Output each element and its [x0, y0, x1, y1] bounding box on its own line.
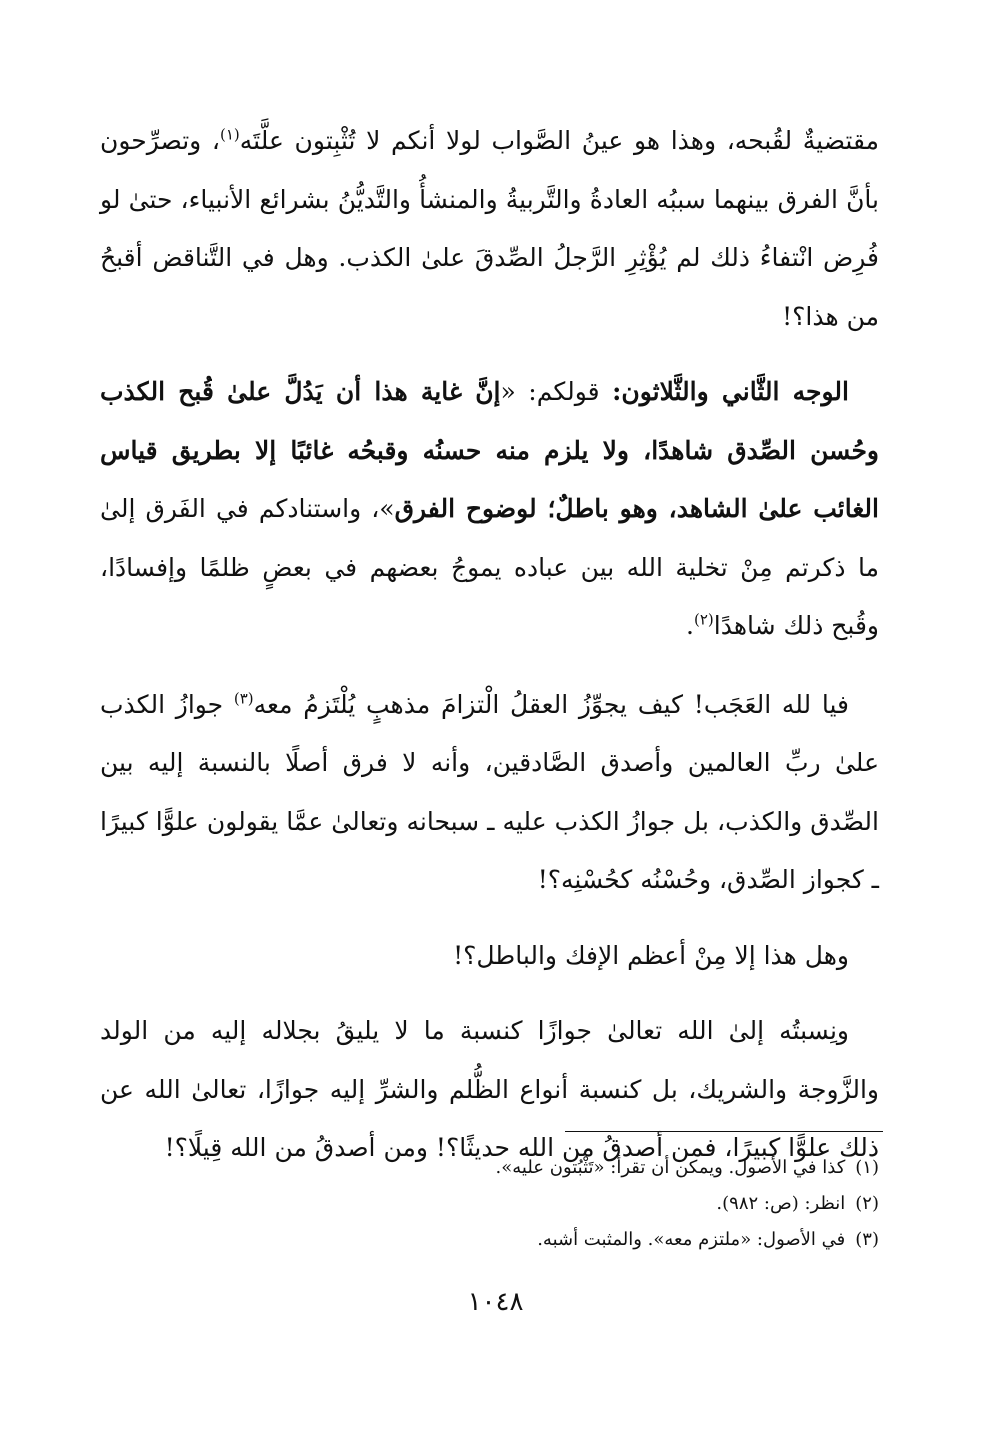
- text-run: .: [686, 611, 694, 640]
- footnote-text: في الأصول: «ملتزم معه». والمثبت أشبه.: [537, 1229, 846, 1250]
- footnote-ref-3[interactable]: (٣): [233, 689, 254, 708]
- text-run: جوازُ الكذب علىٰ ربِّ العالمين وأصدق الصَّادقين، وأنه لا فرق أصلًا بالنسبة إليه بين الصِّدق والكذب، بل جوازُ الكذب عليه ـ سبحانه وتعالىٰ عمَّا يقولون علوًّا كبيرًا ـ كجواز الصِّدق، وحُسْنُه كحُسْنِه؟!: [100, 689, 879, 894]
- paragraph-3: [100, 676, 879, 910]
- main-text: [100, 112, 879, 1178]
- footnotes: [100, 1150, 879, 1258]
- footnote-text: كذا في الأصول. ويمكن أن تقرأ: «تَثْبُتون عليه».: [495, 1157, 846, 1178]
- text-run: قولكم: «: [500, 377, 613, 406]
- footnote-number: (٢): [855, 1193, 879, 1214]
- quoted-text: إنَّ غاية هذا أن يَدُلَّ علىٰ قُبح الكذب وحُسن الصِّدق شاهدًا، ولا يلزم منه حسنُه وقبحُه غائبًا إلا بطريق قياس الغائب علىٰ الشاهد، وهو باطلٌ؛ لوضوح الفرق: [100, 377, 879, 523]
- text-run: ، وتصرِّحون بأنَّ الفرق بينهما سببُه العادةُ والتَّربيةُ والمنشأُ والتَّديُّنُ بشرائع الأنبياء، حتىٰ لو فُرِض انْتفاءُ ذلك لم يُؤْثِرِ الرَّجلُ الصِّدقَ علىٰ الكذب. وهل في التَّناقض أقبحُ من هذا؟!: [100, 126, 880, 331]
- footnote-1: [100, 1150, 879, 1186]
- paragraph-5: ونِسبتُه إلىٰ الله تعالىٰ جوازًا كنسبة ما لا يليقُ بجلاله إليه من الولد والزَّوجة والشريك، بل كنسبة أنواع الظُّلم والشرِّ إليه جوازًا، تعالىٰ الله عن ذلك علوًّا كبيرًا، فمن أصدقُ من الله حديثًا؟! ومن أصدقُ من الله قِيلًا؟!: [100, 1016, 879, 1162]
- section-heading: الوجه الثَّاني والثَّلاثون:: [612, 377, 849, 406]
- text-run: فيا لله العَجَب! كيف يجوِّزُ العقلُ الْتزامَ مذهبٍ يُلْتَزمُ معه: [253, 689, 849, 719]
- paragraph-2: [100, 363, 879, 656]
- footnote-text: انظر: (ص: ٩٨٢).: [716, 1193, 846, 1214]
- footnote-2: [100, 1186, 879, 1222]
- paragraph-1: [100, 112, 879, 346]
- text-run: »، واستنادكم في الفَرق إلىٰ ما ذكرتم مِنْ تخلية الله بين عباده يموجُ بعضهم في بعضٍ ظلمًا وإفسادًا، وقُبح ذلك شاهدًا: [100, 494, 879, 640]
- footnote-number: (١): [855, 1157, 879, 1178]
- footnote-separator: [565, 1131, 883, 1132]
- footnote-ref-1[interactable]: (١): [219, 125, 240, 144]
- footnote-3: [100, 1222, 879, 1258]
- page-number: ١٠٤٨: [467, 1287, 524, 1317]
- text-run: مقتضيةٌ لقُبحه، وهذا هو عينُ الصَّواب لولا أنكم لا تُثْبِتون علَّتَه: [239, 126, 879, 155]
- footnote-ref-2[interactable]: (٢): [693, 610, 714, 629]
- paragraph-4: وهل هذا إلا مِنْ أعظم الإفك والباطل؟!: [453, 940, 849, 970]
- footnote-number: (٣): [855, 1229, 879, 1250]
